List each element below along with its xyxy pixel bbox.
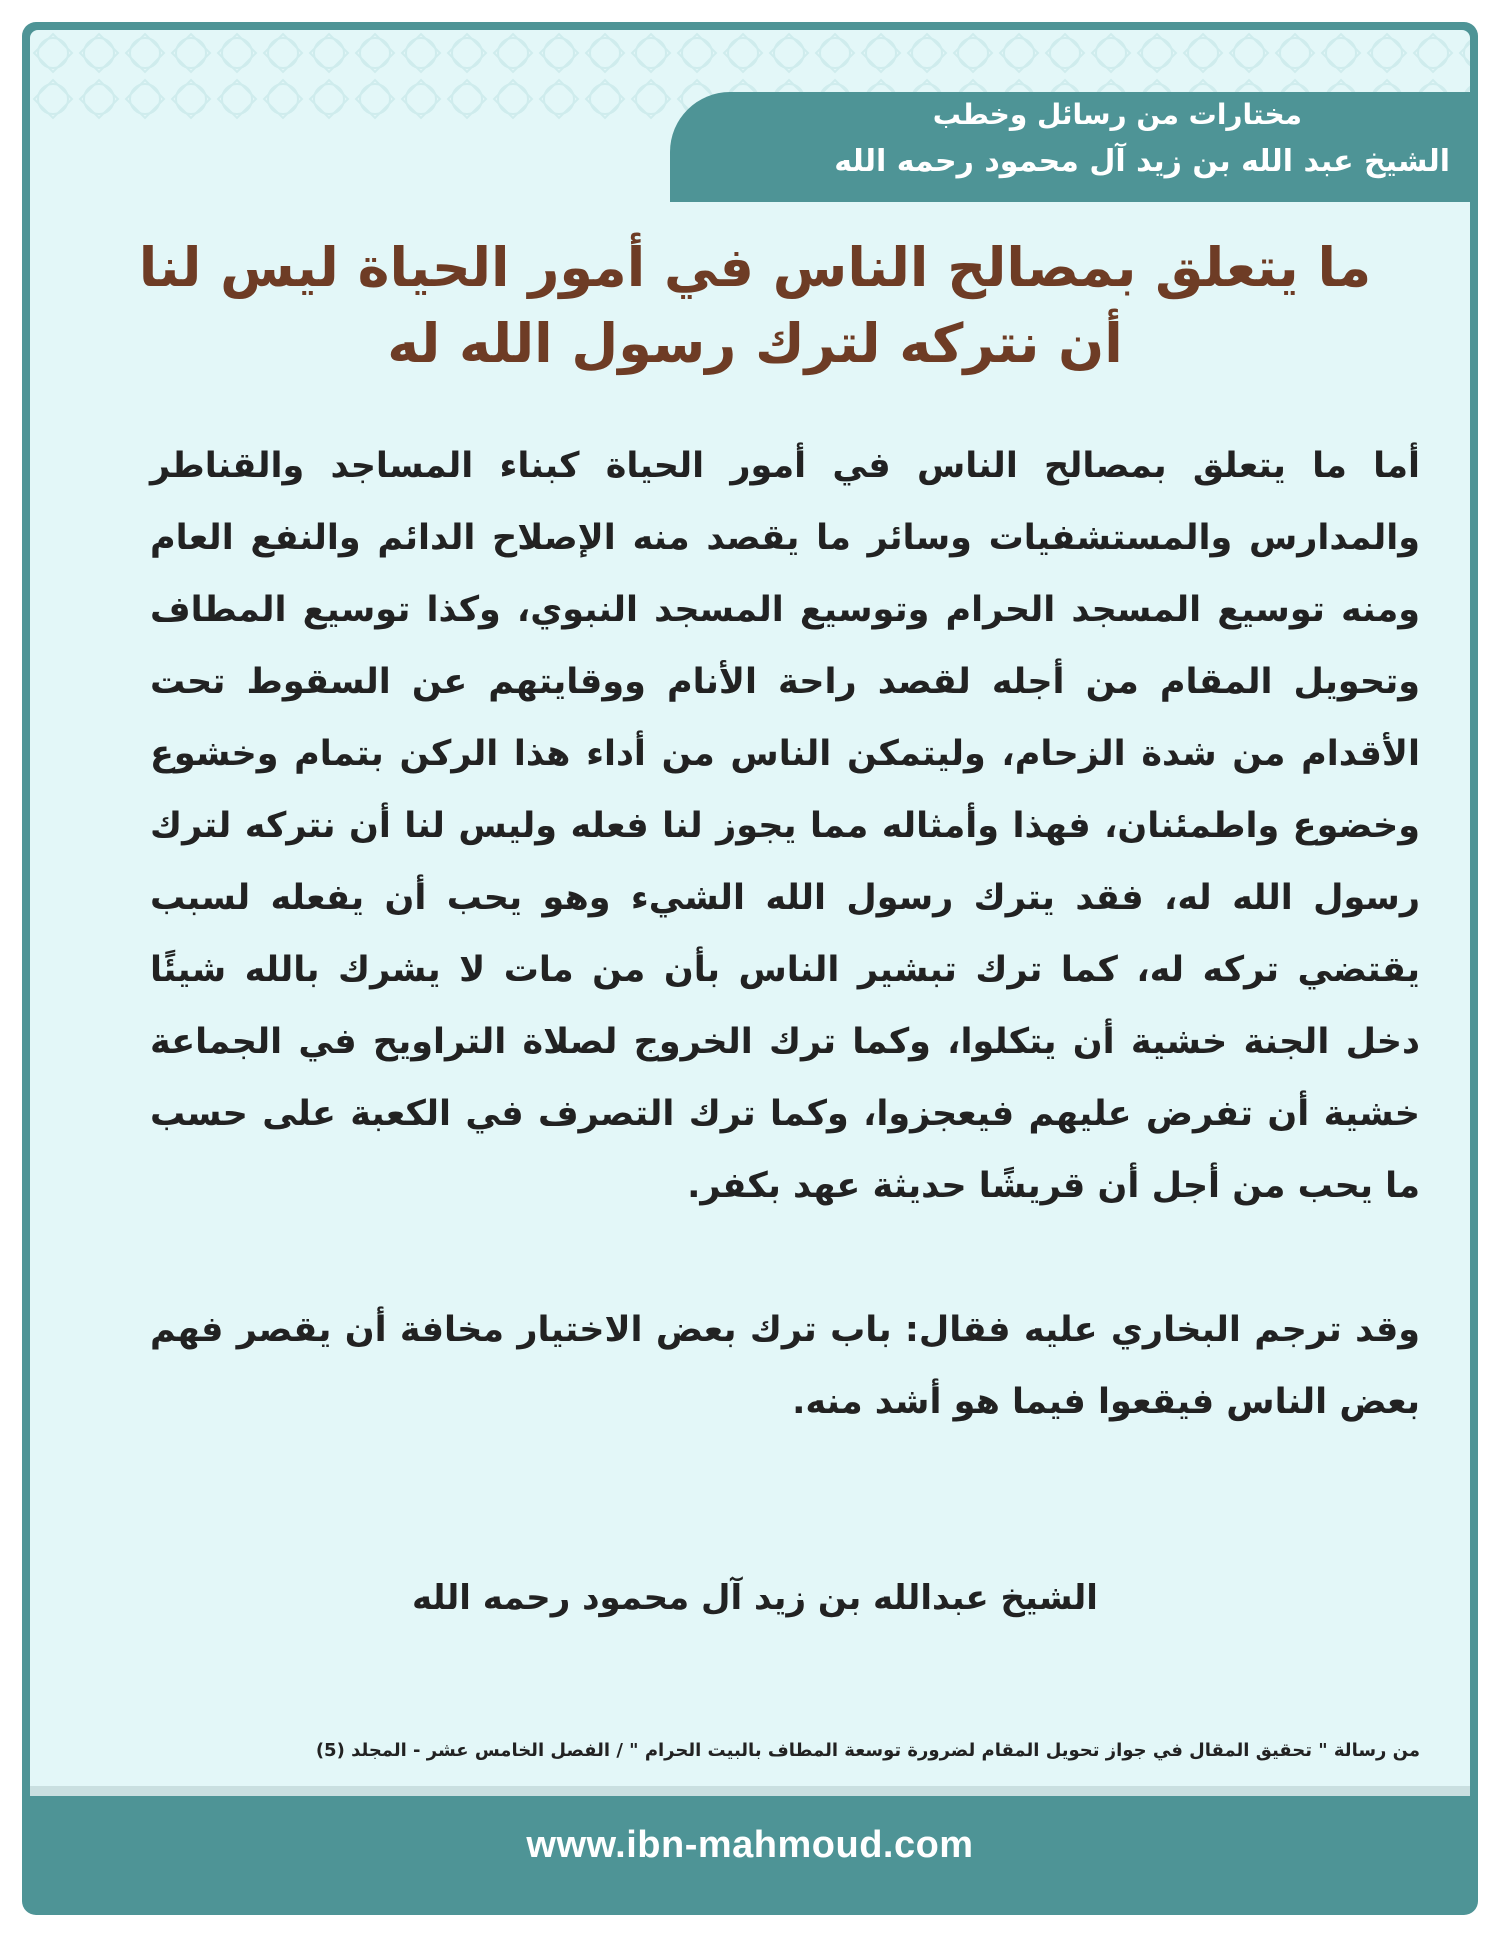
source-citation: من رسالة " تحقيق المقال في جواز تحويل المقام لضرورة توسعة المطاف بالبيت الحرام " / الفصل الخامس عشر - المجلد (5) — [315, 1740, 1420, 1761]
body-paragraph-1: أما ما يتعلق بمصالح الناس في أمور الحياة كبناء المساجد والقناطر والمدارس والمستشفيات وسائر ما يقصد منه الإصلاح الدائم والنفع العام ومنه توسيع المسجد الحرام وتوسيع المسجد النبوي، وكذا توسيع المطاف وتحويل المقام من أجله لقصد راحة الأنام ووقايتهم عن السقوط تحت الأقدام من شدة الزحام، وليتمكن الناس من أداء هذا الركن بتمام وخشوع وخضوع واطمئنان، فهذا وأمثاله مما يجوز لنا فعله وليس لنا أن نتركه لترك رسول الله له، فقد يترك رسول الله الشيء وهو يحب أن يفعله لسبب يقتضي تركه له، كما ترك تبشير الناس بأن من مات لا يشرك بالله شيئًا دخل الجنة خشية أن يتكلوا، وكما ترك الخروج لصلاة التراويح في الجماعة خشية أن تفرض عليهم فيعجزوا، وكما ترك التصرف في الكعبة على حسب ما يحب من أجل أن قريشًا حديثة عهد بكفر. — [150, 446, 1420, 1206]
series-author: الشيخ عبد الله بن زيد آل محمود رحمه الله — [834, 144, 1450, 179]
page-frame — [22, 22, 1478, 1915]
title-line-1: ما يتعلق بمصالح الناس في أمور الحياة ليس لنا — [138, 236, 1372, 299]
website-link[interactable]: www.ibn-mahmoud.com — [526, 1824, 974, 1866]
content-panel — [30, 30, 1470, 1796]
article-title — [90, 230, 1420, 382]
panel-bottom-bar — [30, 1786, 1470, 1796]
body-paragraph-2: وقد ترجم البخاري عليه فقال: باب ترك بعض الاختيار مخافة أن يقصر فهم بعض الناس فيقعوا فيما هو أشد منه. — [150, 1310, 1420, 1422]
series-title: مختارات من رسائل وخطب — [932, 98, 1302, 131]
author-signature: الشيخ عبدالله بن زيد آل محمود رحمه الله — [412, 1578, 1098, 1618]
article-body — [150, 430, 1420, 1438]
series-banner — [670, 92, 1470, 202]
title-line-2: أن نتركه لترك رسول الله له — [387, 312, 1123, 375]
